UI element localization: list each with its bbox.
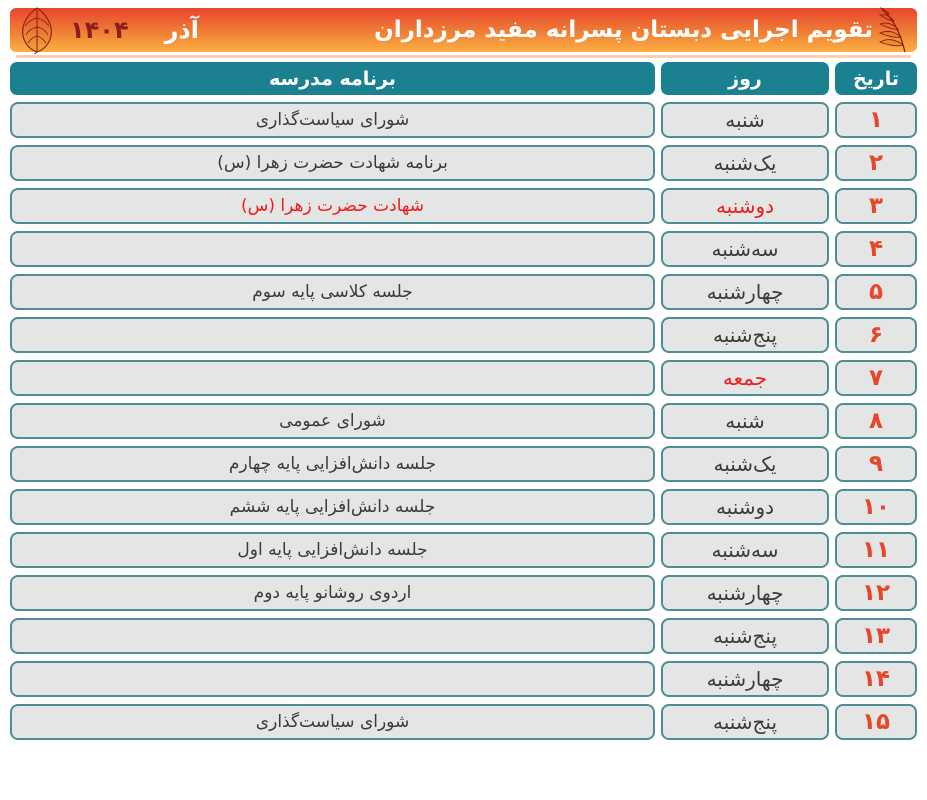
program-cell bbox=[10, 317, 655, 353]
program-cell: جلسه کلاسی پایه سوم bbox=[10, 274, 655, 310]
program-cell: شهادت حضرت زهرا (س) bbox=[10, 188, 655, 224]
date-cell: ۱ bbox=[835, 102, 917, 138]
date-cell: ۱۳ bbox=[835, 618, 917, 654]
program-cell: برنامه شهادت حضرت زهرا (س) bbox=[10, 145, 655, 181]
program-cell: شورای عمومی bbox=[10, 403, 655, 439]
day-cell: چهارشنبه bbox=[661, 274, 829, 310]
date-cell: ۴ bbox=[835, 231, 917, 267]
date-cell: ۹ bbox=[835, 446, 917, 482]
day-cell: سه‌شنبه bbox=[661, 231, 829, 267]
date-cell: ۱۴ bbox=[835, 661, 917, 697]
date-cell: ۵ bbox=[835, 274, 917, 310]
day-cell: پنج‌شنبه bbox=[661, 618, 829, 654]
day-cell: دوشنبه bbox=[661, 489, 829, 525]
autumn-leaf-icon-right bbox=[875, 7, 911, 53]
autumn-leaf-icon-left bbox=[18, 6, 56, 54]
day-cell: دوشنبه bbox=[661, 188, 829, 224]
calendar-table bbox=[10, 62, 917, 740]
date-cell: ۲ bbox=[835, 145, 917, 181]
day-cell: چهارشنبه bbox=[661, 661, 829, 697]
program-cell: شورای سیاست‌گذاری bbox=[10, 704, 655, 740]
year-label: ۱۴۰۴ bbox=[70, 16, 129, 44]
program-cell bbox=[10, 231, 655, 267]
day-cell: شنبه bbox=[661, 102, 829, 138]
program-cell bbox=[10, 360, 655, 396]
page-title: تقویم اجرایی دبستان پسرانه مفید مرزداران bbox=[374, 17, 873, 43]
month-year-group bbox=[16, 6, 199, 54]
day-cell: پنج‌شنبه bbox=[661, 704, 829, 740]
column-header-day: روز bbox=[661, 62, 829, 95]
day-cell: جمعه bbox=[661, 360, 829, 396]
date-cell: ۱۲ bbox=[835, 575, 917, 611]
day-cell: چهارشنبه bbox=[661, 575, 829, 611]
date-cell: ۳ bbox=[835, 188, 917, 224]
title-group bbox=[374, 7, 911, 53]
column-header-program: برنامه مدرسه bbox=[10, 62, 655, 95]
date-cell: ۱۵ bbox=[835, 704, 917, 740]
header-accent-strip bbox=[16, 55, 911, 58]
program-cell: شورای سیاست‌گذاری bbox=[10, 102, 655, 138]
date-cell: ۱۱ bbox=[835, 532, 917, 568]
program-cell: اردوی روشانو پایه دوم bbox=[10, 575, 655, 611]
program-cell: جلسه دانش‌افزایی پایه اول bbox=[10, 532, 655, 568]
program-cell: جلسه دانش‌افزایی پایه چهارم bbox=[10, 446, 655, 482]
date-cell: ۶ bbox=[835, 317, 917, 353]
date-cell: ۷ bbox=[835, 360, 917, 396]
program-cell bbox=[10, 661, 655, 697]
day-cell: پنج‌شنبه bbox=[661, 317, 829, 353]
day-cell: شنبه bbox=[661, 403, 829, 439]
day-cell: یک‌شنبه bbox=[661, 145, 829, 181]
column-header-date: تاریخ bbox=[835, 62, 917, 95]
day-cell: یک‌شنبه bbox=[661, 446, 829, 482]
day-cell: سه‌شنبه bbox=[661, 532, 829, 568]
header-bar bbox=[10, 8, 917, 52]
program-cell bbox=[10, 618, 655, 654]
date-cell: ۱۰ bbox=[835, 489, 917, 525]
date-cell: ۸ bbox=[835, 403, 917, 439]
program-cell: جلسه دانش‌افزایی پایه ششم bbox=[10, 489, 655, 525]
month-label: آذر bbox=[164, 16, 199, 44]
